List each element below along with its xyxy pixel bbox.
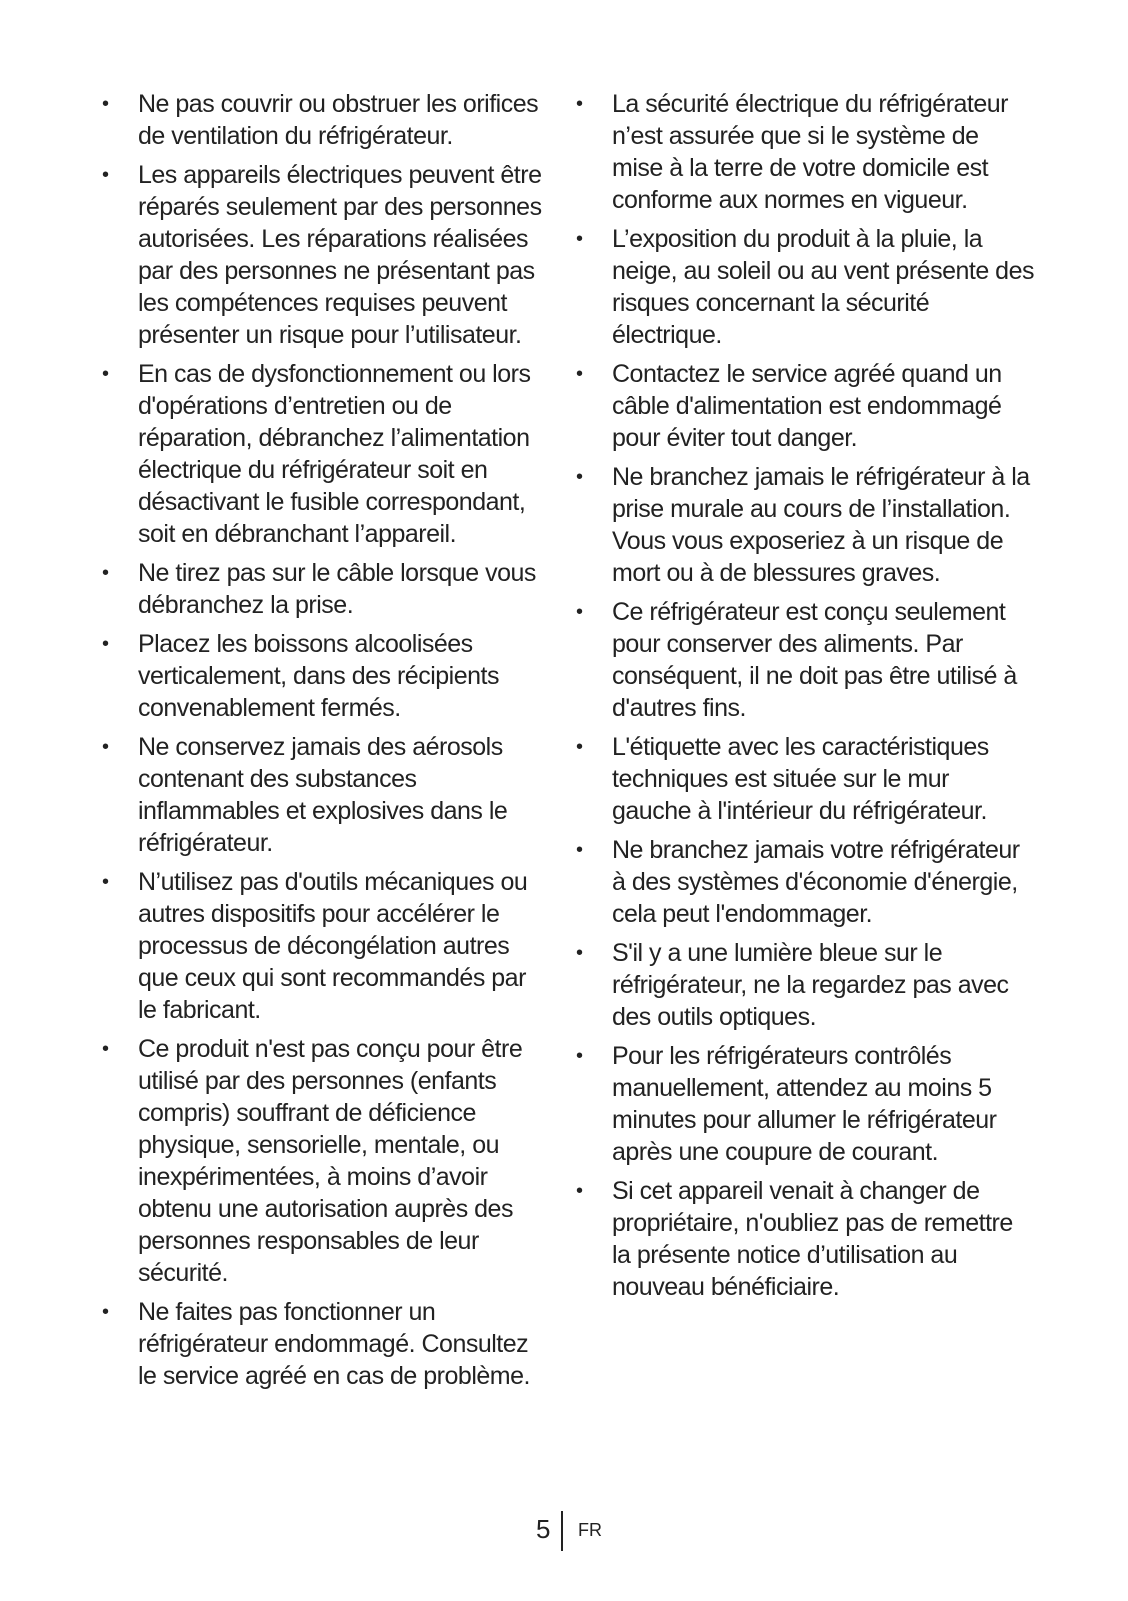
bullet-marker: • [102,164,109,186]
list-item [100,731,550,859]
list-item-text: Contactez le service agréé quand un câble d'alimentation est endommagé pour éviter tout danger. [612,360,1002,452]
list-item-text: Si cet appareil venait à changer de propriétaire, n'oubliez pas de remettre la présente notice d’utilisation au nouveau bénéficiaire. [612,1177,1013,1301]
list-item [574,1040,1034,1168]
list-item [574,731,1034,827]
list-item [574,223,1034,351]
list-item-text: Ce produit n'est pas conçu pour être utilisé par des personnes (enfants compris) souffrant de déficience physique, sensorielle, mentale, ou inexpérimentées, à moins d’avoir obtenu une autorisation auprès des personnes responsables de leur sécurité. [138,1035,523,1287]
list-item [100,88,550,152]
bullet-marker: • [102,1301,109,1323]
list-item-text: Ne branchez jamais votre réfrigérateur à des systèmes d'économie d'énergie, cela peut l'endommager. [612,836,1020,928]
list-item [100,1296,550,1392]
bullet-marker: • [576,1045,583,1067]
list-item-text: N’utilisez pas d'outils mécaniques ou autres dispositifs pour accélérer le processus de décongélation autres que ceux qui sont recommandés par le fabricant. [138,868,528,1024]
list-item [574,937,1034,1033]
list-item-text: Pour les réfrigérateurs contrôlés manuellement, attendez au moins 5 minutes pour allumer le réfrigérateur après une coupure de courant. [612,1042,997,1166]
list-item [100,1033,550,1289]
list-item-text: Les appareils électriques peuvent être réparés seulement par des personnes autorisées. Les réparations réalisées par des personnes ne présentant pas les compétences requises peuvent présenter un risque pour l’utilisateur. [138,161,542,349]
bullet-marker: • [576,228,583,250]
bullet-marker: • [102,562,109,584]
footer-divider [561,1511,563,1551]
list-item-text: Ne tirez pas sur le câble lorsque vous débranchez la prise. [138,559,536,619]
list-item-text: Ce réfrigérateur est conçu seulement pour conserver des aliments. Par conséquent, il ne doit pas être utilisé à d'autres fins. [612,598,1017,722]
list-item-text: La sécurité électrique du réfrigérateur n’est assurée que si le système de mise à la terre de votre domicile est conforme aux normes en vigueur. [612,90,1009,214]
list-item [574,88,1034,216]
list-item [574,461,1034,589]
list-item-text: S'il y a une lumière bleue sur le réfrigérateur, ne la regardez pas avec des outils optiques. [612,939,1009,1031]
language-code: FR [578,1520,602,1540]
bullet-marker: • [576,601,583,623]
list-item-text: L’exposition du produit à la pluie, la neige, au soleil ou au vent présente des risques concernant la sécurité électrique. [612,225,1034,349]
right-column-safety-list [574,88,1034,1310]
bullet-marker: • [102,736,109,758]
list-item [574,834,1034,930]
list-item [574,596,1034,724]
bullet-marker: • [102,1038,109,1060]
bullet-marker: • [102,363,109,385]
bullet-marker: • [576,466,583,488]
bullet-marker: • [576,363,583,385]
bullet-marker: • [576,93,583,115]
list-item-text: Ne conservez jamais des aérosols contenant des substances inflammables et explosives dans le réfrigérateur. [138,733,508,857]
page-number: 5 [536,1514,551,1544]
page-footer [0,1511,1128,1547]
list-item [574,1175,1034,1303]
bullet-marker: • [102,93,109,115]
list-item-text: Ne faites pas fonctionner un réfrigérateur endommagé. Consultez le service agréé en cas de problème. [138,1298,530,1390]
list-item [574,358,1034,454]
left-column-safety-list [100,88,550,1399]
bullet-marker: • [576,942,583,964]
list-item [100,557,550,621]
list-item-text: En cas de dysfonctionnement ou lors d'opérations d’entretien ou de réparation, débranchez l’alimentation électrique du réfrigérateur soit en désactivant le fusible correspondant, soit en débranchant l’appareil. [138,360,531,548]
bullet-marker: • [102,633,109,655]
bullet-marker: • [102,871,109,893]
bullet-marker: • [576,839,583,861]
bullet-marker: • [576,1180,583,1202]
list-item-text: L'étiquette avec les caractéristiques techniques est située sur le mur gauche à l'intérieur du réfrigérateur. [612,733,989,825]
list-item [100,866,550,1026]
bullet-marker: • [576,736,583,758]
list-item-text: Ne branchez jamais le réfrigérateur à la prise murale au cours de l’installation. Vous vous exposeriez à un risque de mort ou à de blessures graves. [612,463,1030,587]
list-item-text: Ne pas couvrir ou obstruer les orifices de ventilation du réfrigérateur. [138,90,539,150]
list-item-text: Placez les boissons alcoolisées verticalement, dans des récipients convenablement fermés. [138,630,499,722]
list-item [100,358,550,550]
list-item [100,159,550,351]
list-item [100,628,550,724]
